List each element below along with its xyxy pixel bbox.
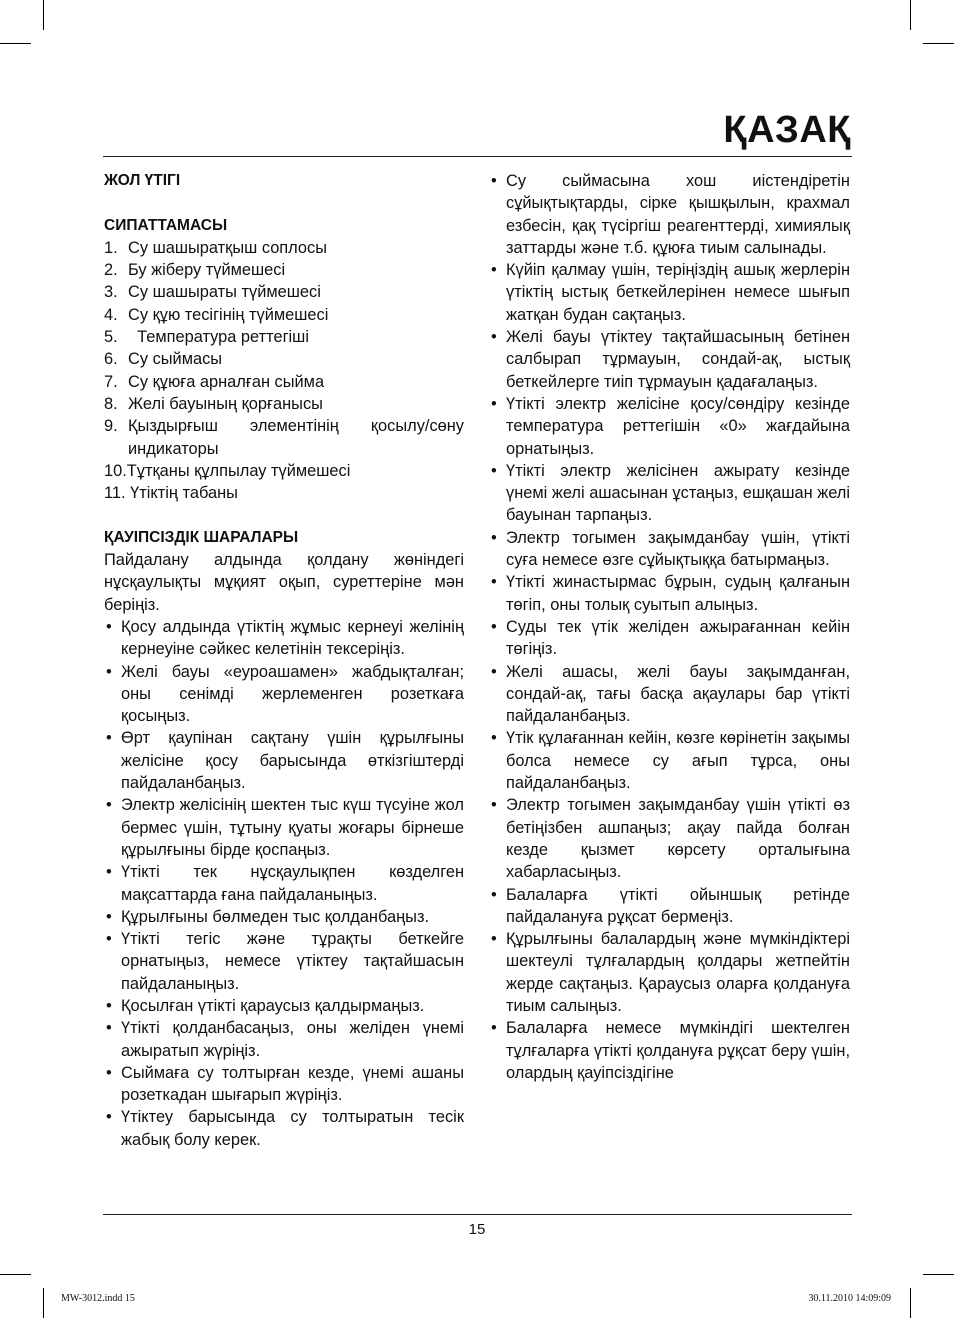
description-item xyxy=(104,393,464,415)
bullet-item: • Электр тогымен зақымданбау үшін үтікті өз бетіңізбен ашпаңыз; ақау пайда болған кезде қызмет көрсету орталығына хабарласыңыз. xyxy=(489,794,850,883)
safety-intro: Пайдалану алдында қолдану жөніндегі нұсқаулықты мұқият оқып, суреттеріне мән беріңіз. xyxy=(104,551,464,614)
bullet-item: • Желі бауы «еуроашамен» жабдықталған; оны сенімді жерлеменген розеткаға қосыңыз. xyxy=(104,661,464,728)
bullet-item: • Электр желісінің шектен тыс күш түсуіне жол бермес үшін, тұтыну қуаты жоғары бірнеше құрылғыны бірде қоспаңыз. xyxy=(104,794,464,861)
crop-mark xyxy=(0,1274,31,1275)
bullet-item: • Электр тогымен зақымданбау үшін, үтікті суға немесе өзге сұйықтыққа батырмаңыз. xyxy=(489,527,850,572)
bullet-item: • Үтіктеу барысында су толтыратын тесік жабық болу керек. xyxy=(104,1106,464,1151)
item-number: 10. xyxy=(104,461,127,480)
product-heading: ЖОЛ ҮТІГІ xyxy=(104,172,181,189)
item-number: 11. xyxy=(104,484,126,503)
bullet-item: • Үтік құлағаннан кейін, көзге көрінетін зақымы болса немесе су ағып тұрса, оны пайдаланбаңыз. xyxy=(489,727,850,794)
bullet-item: • Өрт қаупінан сақтану үшін құрылғыны желісіне қосу барысында өткізгіштерді пайдаланбаңыз. xyxy=(104,727,464,794)
item-text: Қыздырғыш элементінің қосылу/сөну индикаторы xyxy=(128,417,469,458)
header-rule xyxy=(103,156,852,157)
bullet-item: • Құрылғыны балалардың және мүмкіндіктері шектеулі тұлғалардың қолдары жетпейтін жерде сақтаңыз. Қараусыз оларға қолдануға тиым салыңыз. xyxy=(489,928,850,1017)
spacer xyxy=(104,504,464,526)
item-number: 2. xyxy=(104,261,118,280)
description-item xyxy=(104,371,464,393)
description-list xyxy=(104,237,469,505)
description-item xyxy=(104,348,464,370)
bullet-item: • Қосылған үтікті қараусыз қалдырмаңыз. xyxy=(104,995,464,1017)
item-text: Тұтқаны құлпылау түймешесі xyxy=(126,461,351,480)
item-number: 8. xyxy=(104,394,118,413)
bullet-item: • Үтікті электр желісінен ажырату кезінде үнемі желі ашасынан ұстаңыз, ешқашан желі бауынан тарпаңыз. xyxy=(489,460,850,527)
item-number: 4. xyxy=(104,305,118,324)
left-column xyxy=(104,170,469,1151)
item-text: Үтіктің табаны xyxy=(125,484,238,503)
bullet-item: • Үтікті тек нұсқаулықпен көзделген мақсаттарда ғана пайдаланыңыз. xyxy=(104,861,464,906)
safety-list-right xyxy=(489,170,850,1084)
item-text: Су сыймасы xyxy=(128,350,223,369)
description-item xyxy=(104,482,464,504)
language-title: ҚАЗАҚ xyxy=(723,109,851,151)
description-item xyxy=(104,460,464,482)
item-text: Су шашыраты түймешесі xyxy=(128,283,321,302)
crop-mark xyxy=(43,0,44,30)
bullet-item: • Желі ашасы, желі бауы зақымданған, сондай-ақ, тағы басқа ақаулары бар үтікті пайдаланбаңыз. xyxy=(489,661,850,728)
item-text: Су құюға арналған сыйма xyxy=(128,372,325,391)
page-number: 15 xyxy=(468,1221,486,1238)
crop-mark xyxy=(43,1288,44,1318)
bullet-item: • Күйіп қалмау үшін, теріңіздің ашық жерлерін үтіктің ыстық беткейлерінен немесе шығып жатқан будан сақтаңыз. xyxy=(489,259,850,326)
item-number: 6. xyxy=(104,350,118,369)
bullet-item: • Құрылғыны бөлмеден тыс қолданбаңыз. xyxy=(104,906,464,928)
item-text: Су шашыратқыш соплосы xyxy=(128,238,328,257)
bullet-item: • Үтікті тегіс және тұрақты беткейге орнатыңыз, немесе үтіктеу тақтайшасын пайдаланыңыз. xyxy=(104,928,464,995)
bullet-item: • Үтікті электр желісіне қосу/сөндіру кезінде температура реттегішін «0» жағдайына орнатыңыз. xyxy=(489,393,850,460)
description-item xyxy=(104,281,464,303)
item-text: Су құю тесігінің түймешесі xyxy=(128,305,329,324)
slug-date: 30.11.2010 14:09:09 xyxy=(808,1293,891,1304)
crop-mark xyxy=(923,43,954,44)
bullet-item: • Су сыймасына хош иістендіретін сұйықтықтарды, сірке қышқылын, крахмал езбесін, қақ түсіргіш реагенттерді, химиялық заттарды және т.б. құюға тиым салынады. xyxy=(489,170,850,259)
description-heading: СИПАТТАМАСЫ xyxy=(104,216,228,234)
bullet-item: • Балаларға үтікті ойыншық ретінде пайдалануға рұқсат бермеңіз. xyxy=(489,884,850,929)
crop-mark xyxy=(910,0,911,30)
safety-heading: ҚАУІПСІЗДІК ШАРАЛАРЫ xyxy=(104,528,299,546)
bullet-item: • Сыймаға су толтырған кезде, үнемі ашаны розеткадан шығарып жүріңіз. xyxy=(104,1062,464,1107)
bullet-item: • Суды тек үтік желіден ажырағаннан кейін төгіңіз. xyxy=(489,616,850,661)
crop-mark xyxy=(910,1288,911,1318)
item-number: 1. xyxy=(104,238,118,257)
bullet-item: • Қосу алдында үтіктің жұмыс кернеуі желінің кернеуіне сәйкес келетінін тексеріңіз. xyxy=(104,616,464,661)
slug-file: MW-3012.indd 15 xyxy=(61,1293,135,1304)
bullet-item: • Балаларға немесе мүмкіндігі шектелген тұлғаларға үтікті қолдануға рұқсат беру үшін, олардың қауіпсіздігіне xyxy=(489,1017,850,1084)
bullet-item: • Үтікті жинастырмас бұрын, судың қалғанын төгіп, оны толық суытып алыңыз. xyxy=(489,571,850,616)
footer-rule xyxy=(103,1214,852,1215)
description-item xyxy=(104,259,464,281)
description-item xyxy=(104,326,464,348)
crop-mark xyxy=(923,1274,954,1275)
spacer xyxy=(104,192,464,214)
description-item xyxy=(104,237,464,259)
item-text: Желі бауының қорғанысы xyxy=(128,394,323,413)
item-number: 7. xyxy=(104,372,118,391)
item-text: Бу жіберу түймешесі xyxy=(128,261,286,280)
item-number: 9. xyxy=(104,417,118,436)
description-item xyxy=(104,304,464,326)
item-text: Температура реттегіші xyxy=(128,328,309,347)
bullet-item: • Үтікті қолданбасаңыз, оны желіден үнемі ажыратып жүріңіз. xyxy=(104,1017,464,1062)
item-number: 3. xyxy=(104,283,118,302)
item-number: 5. xyxy=(104,328,118,347)
description-item xyxy=(104,415,469,460)
safety-list-left xyxy=(104,616,464,1151)
crop-mark xyxy=(0,43,31,44)
bullet-item: • Желі бауы үтіктеу тақтайшасының бетінен салбырап тұрмауын, сондай-ақ, ыстық беткейлерге тиіп тұрмауын қадағалаңыз. xyxy=(489,326,850,393)
right-column xyxy=(489,170,850,1084)
